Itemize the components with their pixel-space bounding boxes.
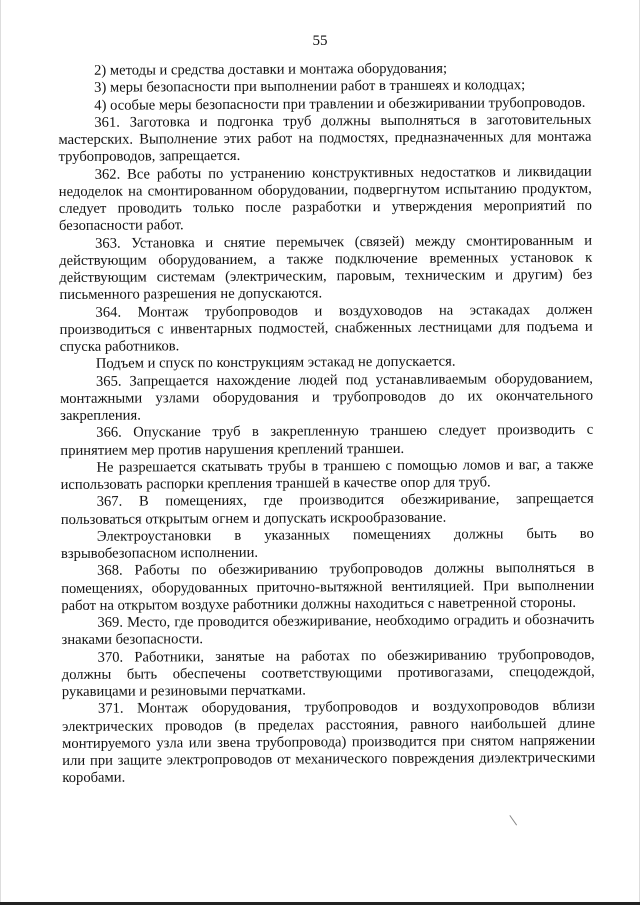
list-item-methods: 2) методы и средства доставки и монтажа оборудования;: [93, 60, 448, 79]
scan-edge-left: [0, 0, 1, 905]
clause-366: 366. Опускание труб в закрепленную траншею следует производить с принятием мер против нарушения креплений траншеи.: [60, 421, 594, 459]
page-number: 55: [312, 33, 328, 49]
list-item-special-measures: 4) особые меры безопасности при травлении и обезжиривании трубопроводов.: [94, 94, 586, 114]
clause-368: 368. Работы по обезжириванию трубопроводов должны выполняться в помещениях, оборудованных приточно-вытяжной вентиляцией. При выполнении работ на открытом воздухе работники должны находиться с наветренной стороны.: [61, 559, 595, 614]
clause-371: 371. Монтаж оборудования, трубопроводов и воздухопроводов вблизи электрических проводов (в пределах расстояния, равного наибольшей длине монтируемого узла или звена трубопровода) производится при снятом напряжении или при защите электропроводов от механического повреждения диэлектрическими коробами.: [62, 697, 596, 787]
clause-366-note: Не разрешается скатывать трубы в траншею с помощью ломов и ваг, а также использовать распорки крепления траншей в качестве опор для труб.: [60, 456, 594, 493]
clause-367-note: Электроустановки в указанных помещениях должны быть во взрывобезопасном исполнении.: [60, 525, 594, 562]
pen-mark: [509, 811, 523, 826]
clause-362: 362. Все работы по устранению конструктивных недостатков и ликвидации недоделок на смонтированном оборудовании, подвергнутом испытанию продуктом, следует проводить только после разработки и утверждения мероприятий по безопасности работ.: [58, 163, 592, 235]
clause-364-note: Подъем и спуск по конструкциям эстакад не допускается.: [95, 353, 456, 373]
clause-364: 364. Монтаж трубопроводов и воздуховодов на эстакадах должен производиться с инвентарных подмостей, снабженных лестницами для подъема и спуска работников.: [59, 301, 593, 355]
clause-370: 370. Работники, занятые на работах по обезжириванию трубопроводов, должны быть обеспечены соответствующими противогазами, спецодеждой, рукавицами и резиновыми перчатками.: [61, 646, 595, 700]
list-item-safety-trenches: 3) меры безопасности при выполнении работ в траншеях и колодцах;: [94, 77, 526, 97]
clause-365: 365. Запрещается нахождение людей под устанавливаемым оборудованием, монтажными узлами оборудования и трубопроводов до их окончательного закрепления.: [60, 370, 594, 424]
clause-369: 369. Место, где проводится обезжиривание, необходимо оградить и обозначить знаками безопасности.: [61, 611, 595, 649]
clause-363: 363. Установка и снятие перемычек (связей) между смонтированным и действующим оборудованием, а также подключение временных установок к действующим системам (электрическим, паровым, техническим и другим) без письменного разрешения не допускаются.: [59, 232, 593, 304]
clause-367: 367. В помещениях, где производится обезжиривание, запрещается пользоваться открытым огнем и допускать искрообразование.: [60, 490, 594, 528]
clause-361: 361. Заготовка и подгонка труб должны выполняться в заготовительных мастерских. Выполнение этих работ на подмостях, предназначенных для монтажа трубопроводов, запрещается.: [58, 111, 592, 166]
document-body: [58, 60, 595, 788]
